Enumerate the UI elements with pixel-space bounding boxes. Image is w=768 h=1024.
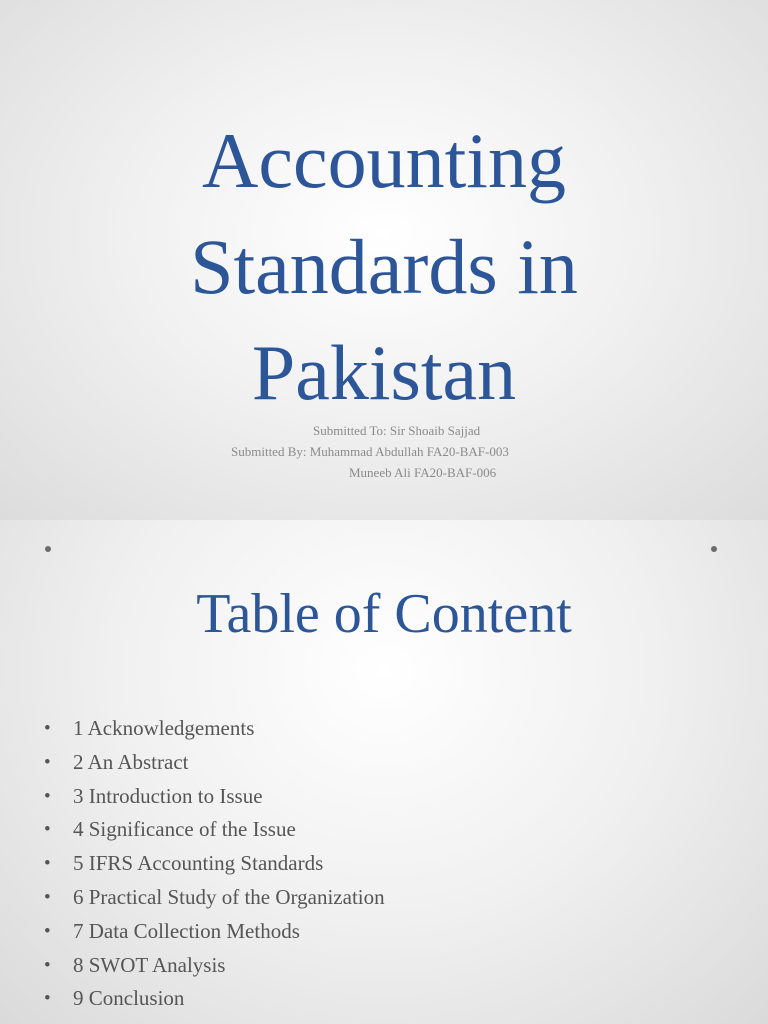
title-line-3: Pakistan xyxy=(251,329,517,416)
bullet-icon: • xyxy=(44,751,51,773)
submitted-by-second: Muneeb Ali FA20-BAF-006 xyxy=(349,465,497,480)
toc-title: Table of Content xyxy=(196,583,572,645)
bullet-icon: • xyxy=(44,718,51,739)
toc-item-label: 7 Data Collection Methods xyxy=(73,918,300,943)
toc-item xyxy=(44,847,385,881)
submitted-to: Submitted To: Sir Shoaib Sajjad xyxy=(313,423,481,438)
toc-item xyxy=(44,780,385,814)
toc-item xyxy=(44,712,385,746)
right-dot-marker xyxy=(711,546,717,552)
presentation-title xyxy=(0,108,768,426)
toc-item-label: 8 SWOT Analysis xyxy=(73,952,226,977)
bullet-icon: • xyxy=(44,954,51,976)
toc-item-label: 3 Introduction to Issue xyxy=(73,783,263,808)
bullet-icon: • xyxy=(44,988,51,1010)
toc-item xyxy=(44,949,385,983)
title-line-2: Standards in xyxy=(190,223,578,310)
toc-item-label: 9 Conclusion xyxy=(73,986,185,1011)
toc-item-label: 1 Acknowledgements xyxy=(73,716,255,740)
toc-item xyxy=(44,982,385,1016)
toc-item xyxy=(44,915,385,949)
title-line-1: Accounting xyxy=(202,117,566,204)
submitted-by: Submitted By: Muhammad Abdullah FA20-BAF-003 xyxy=(231,444,509,459)
toc-list xyxy=(44,712,385,1016)
toc-item xyxy=(44,813,385,847)
toc-item-label: 2 An Abstract xyxy=(73,749,189,774)
bullet-icon: • xyxy=(44,920,51,942)
toc-item-label: 6 Practical Study of the Organization xyxy=(73,884,385,909)
toc-item xyxy=(44,746,385,780)
bullet-icon: • xyxy=(44,886,51,908)
submission-details xyxy=(0,420,768,483)
bullet-icon: • xyxy=(44,785,51,807)
toc-item xyxy=(44,881,385,915)
table-of-content-slide xyxy=(0,520,768,1024)
left-dot-marker xyxy=(45,546,51,552)
bullet-icon: • xyxy=(44,819,51,841)
bullet-icon: • xyxy=(44,853,51,875)
toc-item-label: 4 Significance of the Issue xyxy=(73,817,296,842)
toc-item-label: 5 IFRS Accounting Standards xyxy=(73,851,324,876)
